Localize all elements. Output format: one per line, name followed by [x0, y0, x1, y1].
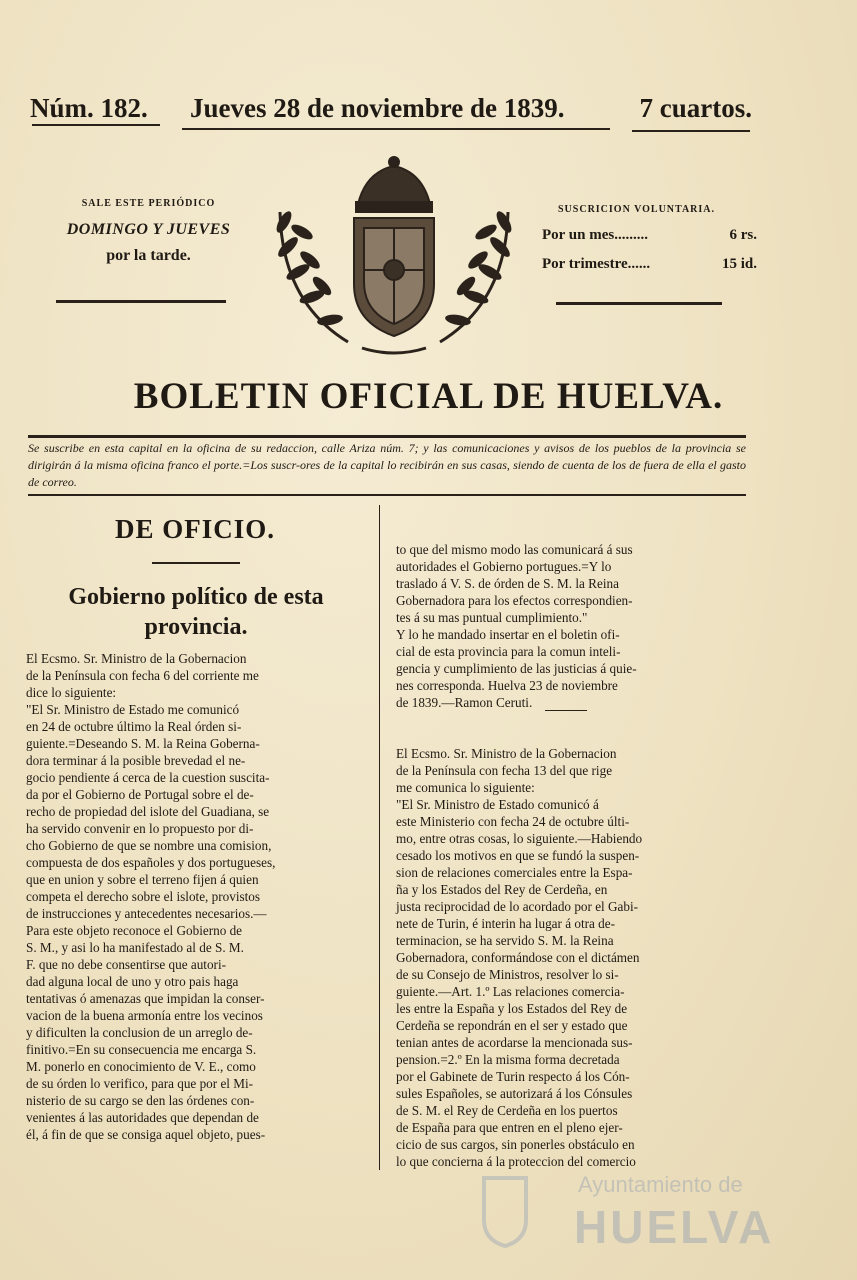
article-line: gocio pendiente á cerca de la cuestion suscita- [26, 770, 270, 785]
watermark-emblem-icon [480, 1172, 530, 1248]
article-line: de la Península con fecha 6 del corriente me [26, 668, 259, 683]
article-line: dora terminar á la posible brevedad el ne- [26, 753, 246, 768]
article-line: nete de Turin, é interin ha lugar á otra de- [396, 916, 615, 931]
issue-price: 7 cuartos. [639, 93, 752, 123]
article-line: "El Sr. Ministro de Estado me comunicó [26, 702, 240, 717]
article-line: terminacion, se ha servido S. M. la Reina [396, 933, 614, 948]
article-line: este Ministerio con fecha 24 de octubre últi- [396, 814, 630, 829]
article-line: El Ecsmo. Sr. Ministro de la Gobernacion [396, 746, 617, 761]
article-line: venientes á las autoridades que dependan de [26, 1110, 259, 1125]
article-separator-rule [545, 710, 587, 711]
right-info-rule [556, 302, 722, 305]
subsection-heading-line2: provincia. [144, 614, 248, 640]
subscription-month-price: 6 rs. [729, 227, 757, 243]
article-line: les entre la España y los Estados del Rey de [396, 1001, 628, 1016]
issue-date: Jueves 28 de noviembre de 1839. [190, 93, 565, 123]
subscription-quarter [542, 256, 757, 273]
article-line: recho de propiedad del islote del Guadiana, se [26, 804, 270, 819]
schedule-days: DOMINGO Y JUEVES [66, 221, 231, 238]
masthead-rule-center [182, 128, 610, 130]
subscription-month-label: Por un mes......... [542, 227, 648, 243]
article-line: de España para que entren en el pleno ejer- [396, 1120, 623, 1135]
article-line: justa reciprocidad de lo acordado por el Gabi- [396, 899, 639, 914]
article-line: él, á fin de que se consiga aquel objeto, pues- [26, 1127, 266, 1142]
article-line: to que del mismo modo las comunicará á sus [396, 542, 633, 557]
article-line: F. que no debe consentirse que autori- [26, 957, 226, 972]
article-line: dad alguna local de uno y otro pais haga [26, 974, 239, 989]
article-column-right [396, 541, 750, 1170]
article-line: de su Consejo de Ministros, resolver lo si- [396, 967, 619, 982]
article-line: de su órden lo verifico, para que por el Mi- [26, 1076, 254, 1091]
article-line: vacion de la buena armonía entre los vecinos [26, 1008, 263, 1023]
notice-rule-bottom [28, 494, 746, 496]
watermark-line1: Ayuntamiento de [578, 1172, 743, 1197]
article-line: "El Sr. Ministro de Estado comunicó á [396, 797, 599, 812]
article-line: Cerdeña se repondrán en el ser y estado que [396, 1018, 628, 1033]
article-line: El Ecsmo. Sr. Ministro de la Gobernacion [26, 651, 247, 666]
subscription-quarter-label: Por trimestre...... [542, 256, 651, 272]
archive-watermark [568, 1172, 798, 1262]
article-line: nisterio de su cargo se den las órdenes con- [26, 1093, 255, 1108]
article-line: de S. M. el Rey de Cerdeña en los puertos [396, 1103, 618, 1118]
masthead-rule-left [32, 124, 160, 126]
article-line: mo, entre otras cosas, lo siguiente.—Habiendo [396, 831, 643, 846]
article-line: cho Gobierno de que se nombre una comision, [26, 838, 272, 853]
publication-schedule [36, 198, 261, 265]
article-line: Y lo he mandado insertar en el boletin ofi- [396, 627, 620, 642]
article-line: guiente.=Deseando S. M. la Reina Goberna- [26, 736, 260, 751]
section-heading: DE OFICIO. [114, 514, 276, 544]
article-line: nes corresponda. Huelva 23 de noviembre [396, 678, 618, 693]
article-line: dice lo siguiente: [26, 685, 117, 700]
article-line: gencia y cumplimiento de las justicias á quie- [396, 661, 637, 676]
newspaper-title: BOLETIN OFICIAL DE HUELVA. [133, 376, 724, 417]
article-line: M. ponerlo en conocimiento de V. E., como [26, 1059, 256, 1074]
article-line: da por el Gobierno de Portugal sobre el de- [26, 787, 254, 802]
notice-rule-top [28, 435, 746, 438]
article-line: tentativas ó amenazas que impidan la conser- [26, 991, 265, 1006]
masthead-rule-right [632, 130, 750, 132]
subscription-notice: Se suscribe en esta capital en la oficina de su redaccion, calle Ariza núm. 7; y las comunicaciones y avisos de los pueblos de la provincia se dirigirán á la misma oficina franco el porte.=Los suscr-ores de la capital lo recibirán en sus casas, siendo de cuenta de los de fuera de ella el gasto de correo. [28, 441, 746, 489]
column-divider [379, 505, 380, 1170]
article-line: me comunica lo siguiente: [396, 780, 535, 795]
article-line: de instrucciones y antecedentes necesarios.— [26, 906, 267, 921]
article-line: Para este objeto reconoce el Gobierno de [26, 923, 243, 938]
article-line: por el Gabinete de Turin respecto á los Cón- [396, 1069, 630, 1084]
watermark-line2: HUELVA [574, 1201, 775, 1253]
article-line: Gobernadora para los efectos correspondien- [396, 593, 633, 608]
section-heading-rule [152, 562, 240, 564]
article-line: sules Españoles, se autorizará á los Cónsules [396, 1086, 633, 1101]
article-line: Gobernadora, conformándose con el dictámen [396, 950, 640, 965]
article-line: ña y los Estados del Rey de Cerdeña, en [396, 882, 608, 897]
schedule-caption: SALE ESTE PERIÓDICO [81, 198, 216, 209]
article-line: tenian antes de acordarse la mencionada sus- [396, 1035, 633, 1050]
article-line: cesado los motivos en que se fundó la suspen- [396, 848, 640, 863]
article-line: autoridades el Gobierno portugues.=Y lo [396, 559, 612, 574]
article-line [396, 711, 750, 728]
article-line: de 1839.—Ramon Ceruti. [396, 695, 533, 710]
subsection-heading-line1: Gobierno político de esta [68, 584, 324, 610]
article-line: cicio de sus cargos, sin ponerles obstáculo en [396, 1137, 635, 1152]
royal-crest-emblem [262, 152, 526, 360]
article-line: pension.=2.º En la misma forma decretada [396, 1052, 620, 1067]
subscription-quarter-price: 15 id. [721, 256, 757, 272]
article-line: compuesta de dos españoles y dos portugueses, [26, 855, 276, 870]
article-line: tes á su mas puntual cumplimiento." [396, 610, 588, 625]
article-line: de la Península con fecha 13 del que rige [396, 763, 613, 778]
article-line: y dificulten la conclusion de un arreglo de- [26, 1025, 253, 1040]
article-line: sion de relaciones comerciales entre la Espa- [396, 865, 633, 880]
issue-number: Núm. 182. [30, 93, 148, 123]
article-line: guiente.—Art. 1.º Las relaciones comercia- [396, 984, 625, 999]
schedule-time: por la tarde. [106, 247, 191, 264]
article-line [396, 728, 750, 745]
article-line: ha servido convenir en lo propuesto por di- [26, 821, 254, 836]
article-column-left [26, 650, 362, 1143]
subscription-month [542, 227, 757, 244]
article-line: S. M., y asi lo ha manifestado al de S. M. [26, 940, 244, 955]
article-line: traslado á V. S. de órden de S. M. la Reina [396, 576, 619, 591]
article-line: finitivo.=En su consecuencia me encarga S. [26, 1042, 257, 1057]
article-line: lo que concierna á la proteccion del comercio [396, 1154, 636, 1169]
article-line: que en union y sobre el terreno fijen á quien [26, 872, 259, 887]
left-info-rule [56, 300, 226, 303]
subscription-caption: SUSCRICION VOLUNTARIA. [558, 204, 716, 215]
article-line: en 24 de octubre último la Real órden si- [26, 719, 242, 734]
masthead [30, 88, 752, 128]
subscription-info [542, 204, 757, 273]
article-line: competa el derecho sobre el islote, provistos [26, 889, 261, 904]
article-line: cial de esta provincia para la comun inteli- [396, 644, 621, 659]
